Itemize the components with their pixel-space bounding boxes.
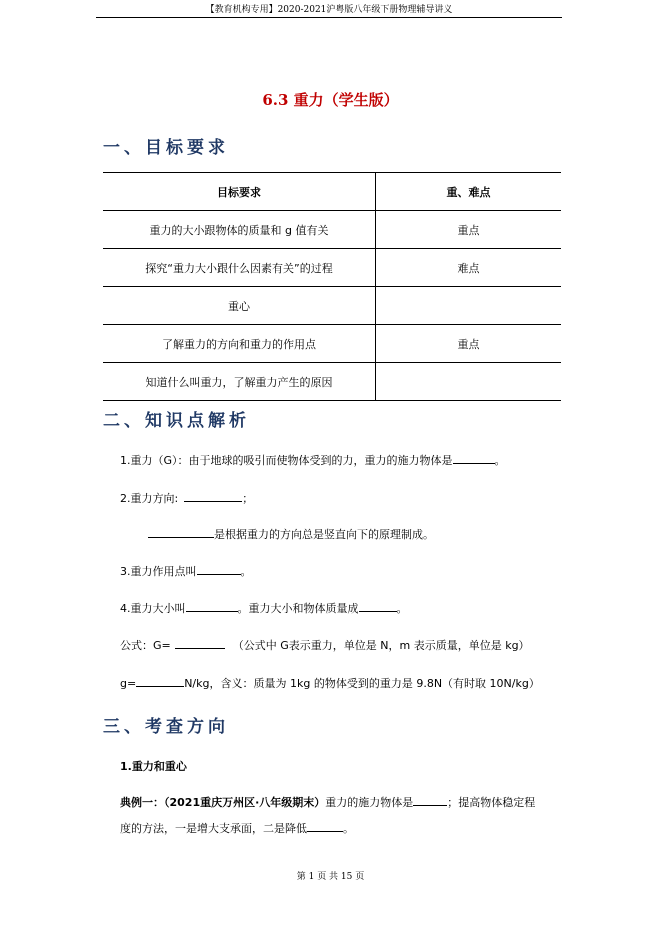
table-cell: 重点 <box>376 211 562 249</box>
table-cell: 难点 <box>376 249 562 287</box>
answer-blank <box>184 491 242 502</box>
table-cell: 重点 <box>376 325 562 363</box>
table-cell: 重力的大小跟物体的质量和 g 值有关 <box>103 211 376 249</box>
knowledge-text: 2.重力方向: <box>120 492 179 505</box>
table-cell <box>376 363 562 401</box>
knowledge-item-2 <box>120 490 253 506</box>
answer-blank <box>307 821 343 832</box>
example-one <box>120 794 535 810</box>
knowledge-item-1 <box>120 452 506 468</box>
table-cell: 了解重力的方向和重力的作用点 <box>103 325 376 363</box>
page-header: 【教育机构专用】2020-2021沪粤版八年级下册物理辅导讲义 <box>205 5 453 15</box>
table-cell <box>376 287 562 325</box>
knowledge-g-value <box>120 675 540 691</box>
knowledge-text: 。重力大小和物体质量成 <box>237 602 359 615</box>
knowledge-formula <box>120 637 530 653</box>
table-header-cell: 目标要求 <box>103 173 376 211</box>
knowledge-text: 公式：G= <box>120 639 171 652</box>
example-text: 度的方法，一是增大支承面，二是降低 <box>120 822 307 835</box>
knowledge-text: N/kg，含义：质量为 1kg 的物体受到的重力是 9.8N（有时取 10N/kg） <box>184 677 540 690</box>
knowledge-text: 。 <box>494 454 506 467</box>
answer-blank <box>148 527 214 538</box>
table-header-cell: 重、难点 <box>376 173 562 211</box>
example-label: 典例一：（2021重庆万州区·八年级期末） <box>120 796 326 809</box>
example-one-continued <box>120 820 354 836</box>
page-footer: 第 1 页 共 15 页 <box>296 872 365 882</box>
example-text: 重力的施力物体是 <box>325 796 414 809</box>
knowledge-text: 4.重力大小叫 <box>120 602 186 615</box>
answer-blank <box>413 795 447 806</box>
knowledge-text: 。 <box>240 565 252 578</box>
table-cell: 重心 <box>103 287 376 325</box>
table-cell: 知道什么叫重力，了解重力产生的原因 <box>103 363 376 401</box>
table-header-row <box>103 173 561 211</box>
knowledge-text: 3.重力作用点叫 <box>120 565 197 578</box>
knowledge-text: 。 <box>396 602 408 615</box>
answer-blank <box>186 601 238 612</box>
answer-blank <box>175 638 225 649</box>
answer-blank <box>197 564 241 575</box>
section-heading-knowledge: 二、知识点解析 <box>103 411 250 431</box>
knowledge-item-4 <box>120 600 408 616</box>
table-row <box>103 363 561 401</box>
table-row <box>103 287 561 325</box>
knowledge-text: 1.重力（G）：由于地球的吸引而使物体受到的力，重力的施力物体是 <box>120 454 453 467</box>
knowledge-text: 是根据重力的方向总是竖直向下的原理制成。 <box>214 528 434 541</box>
section-heading-exam: 三、考查方向 <box>103 717 229 737</box>
goals-table <box>103 172 561 401</box>
knowledge-item-2b <box>148 526 434 542</box>
example-text: ；提高物体稳定程 <box>447 796 536 809</box>
table-cell: 探究“重力大小跟什么因素有关”的过程 <box>103 249 376 287</box>
knowledge-item-3 <box>120 563 252 579</box>
table-row <box>103 249 561 287</box>
answer-blank <box>453 453 495 464</box>
section-heading-goals: 一、目标要求 <box>103 138 229 158</box>
example-text: 。 <box>343 822 354 835</box>
table-row <box>103 325 561 363</box>
knowledge-text: （公式中 G表示重力，单位是 N，m 表示质量，单位是 kg） <box>232 639 530 652</box>
exam-subheading: 1.重力和重心 <box>120 760 187 773</box>
answer-blank <box>136 676 184 687</box>
header-divider <box>96 17 562 18</box>
knowledge-text: ； <box>242 492 254 505</box>
knowledge-text: g= <box>120 677 137 690</box>
answer-blank <box>359 601 397 612</box>
table-row <box>103 211 561 249</box>
page-title: 6.3 重力（学生版） <box>262 91 399 109</box>
